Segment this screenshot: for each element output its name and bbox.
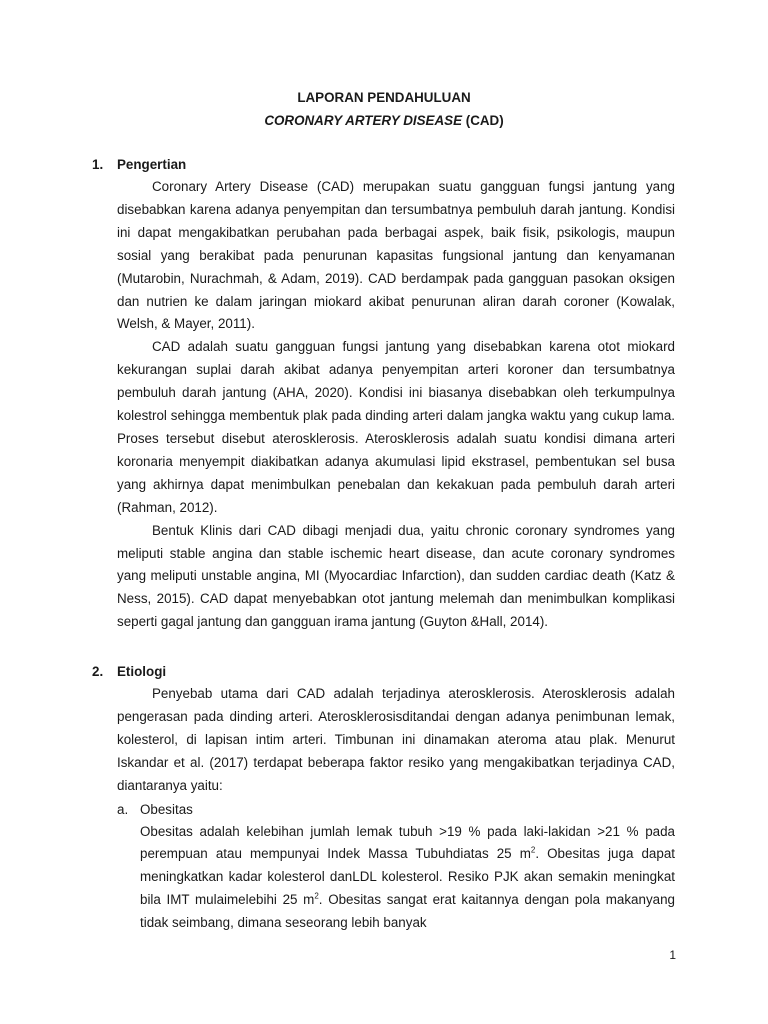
section-body: [117, 683, 675, 798]
section-pengertian: [92, 153, 675, 634]
page-number: 1: [669, 948, 676, 962]
subsection-letter: a.: [117, 801, 129, 817]
document-title: LAPORAN PENDAHULUAN: [297, 90, 471, 105]
subtitle-italic: CORONARY ARTERY DISEASE: [264, 113, 463, 128]
text-run: Obesitas adalah kelebihan jumlah lemak tubuh >19 % pada laki-lakidan >21 % pada perempuan atau mempunyai Indek Massa Tubuhdiatas 25 m: [140, 823, 675, 862]
section-number: 2.: [92, 664, 104, 679]
subsection-body: [140, 821, 675, 936]
section-heading: [92, 660, 675, 683]
superscript: 2: [314, 891, 319, 901]
section-title: Pengertian: [117, 157, 187, 172]
paragraph: CAD adalah suatu gangguan fungsi jantung yang disebabkan karena otot miokard kekurangan suplai darah akibat adanya penyempitan arteri koroner dan tersumbatnya pembuluh darah jantung (AHA, 2020). Kondisi ini biasanya disebabkan oleh terkumpulnya kolestrol sehingga membentuk plak pada dinding arteri dalam jangka waktu yang cukup lama. Proses tersebut disebut aterosklerosis. Aterosklerosis adalah suatu kondisi dimana arteri koronaria menyempit diakibatkan adanya akumulasi lipid ekstrasel, pembentukan sel busa yang akhirnya dapat menimbulkan penebalan dan kekakuan pada pembuluh darah arteri (Rahman, 2012).: [117, 339, 675, 515]
paragraph: Penyebab utama dari CAD adalah terjadinya aterosklerosis. Aterosklerosis adalah pengerasan pada dinding arteri. Aterosklerosisditandai dengan adanya penimbunan lemak, kolesterol, di lapisan intim arteri. Timbunan ini dinamakan ateroma atau plak. Menurut Iskandar et al. (2017) terdapat beberapa faktor resiko yang mengakibatkan terjadinya CAD, diantaranya yaitu:: [117, 686, 675, 793]
paragraph: Coronary Artery Disease (CAD) merupakan suatu gangguan fungsi jantung yang disebabkan karena adanya penyempitan dan tersumbatnya pembuluh darah jantung. Kondisi ini dapat mengakibatkan perubahan pada berbagai aspek, baik fisik, psikologis, maupun sosial yang berakibat pada penurunan kapasitas fungsional jantung dan kenyamanan (Mutarobin, Nurachmah, & Adam, 2019). CAD berdampak pada gangguan pasokan oksigen dan nutrien ke dalam jaringan miokard akibat penurunan aliran darah coroner (Kowalak, Welsh, & Mayer, 2011).: [117, 179, 675, 332]
section-heading: [92, 153, 675, 176]
paragraph: [140, 821, 675, 936]
subtitle-rest: (CAD): [462, 113, 504, 128]
paragraph: Bentuk Klinis dari CAD dibagi menjadi dua, yaitu chronic coronary syndromes yang meliputi stable angina dan stable ischemic heart disease, dan acute coronary syndromes yang meliputi unstable angina, MI (Myocardiac Infarction), dan sudden cardiac death (Katz & Ness, 2015). CAD dapat menyebabkan otot jantung melemah dan menimbulkan komplikasi seperti gagal jantung dan gangguan irama jantung (Guyton &Hall, 2014).: [117, 522, 675, 630]
section-title: Etiologi: [117, 664, 167, 679]
subsection-title: Obesitas: [140, 801, 193, 817]
superscript: 2: [530, 845, 536, 855]
text-run: . Obesitas sangat erat kaitannya dengan pola makanyang tidak seimbang, dimana seseorang lebih banyak: [140, 892, 675, 931]
title-block: [0, 86, 768, 132]
text-run: . Obesitas juga dapat meningkatkan kadar kolesterol danLDL kolesterol. Resiko PJK akan semakin meningkat bila IMT mulaimelebihi 25 m: [140, 846, 675, 908]
section-body: [117, 176, 675, 634]
document-subtitle: [0, 109, 768, 132]
subsection-heading: [117, 798, 675, 821]
section-number: 1.: [92, 157, 104, 172]
section-etiologi: [92, 660, 675, 935]
